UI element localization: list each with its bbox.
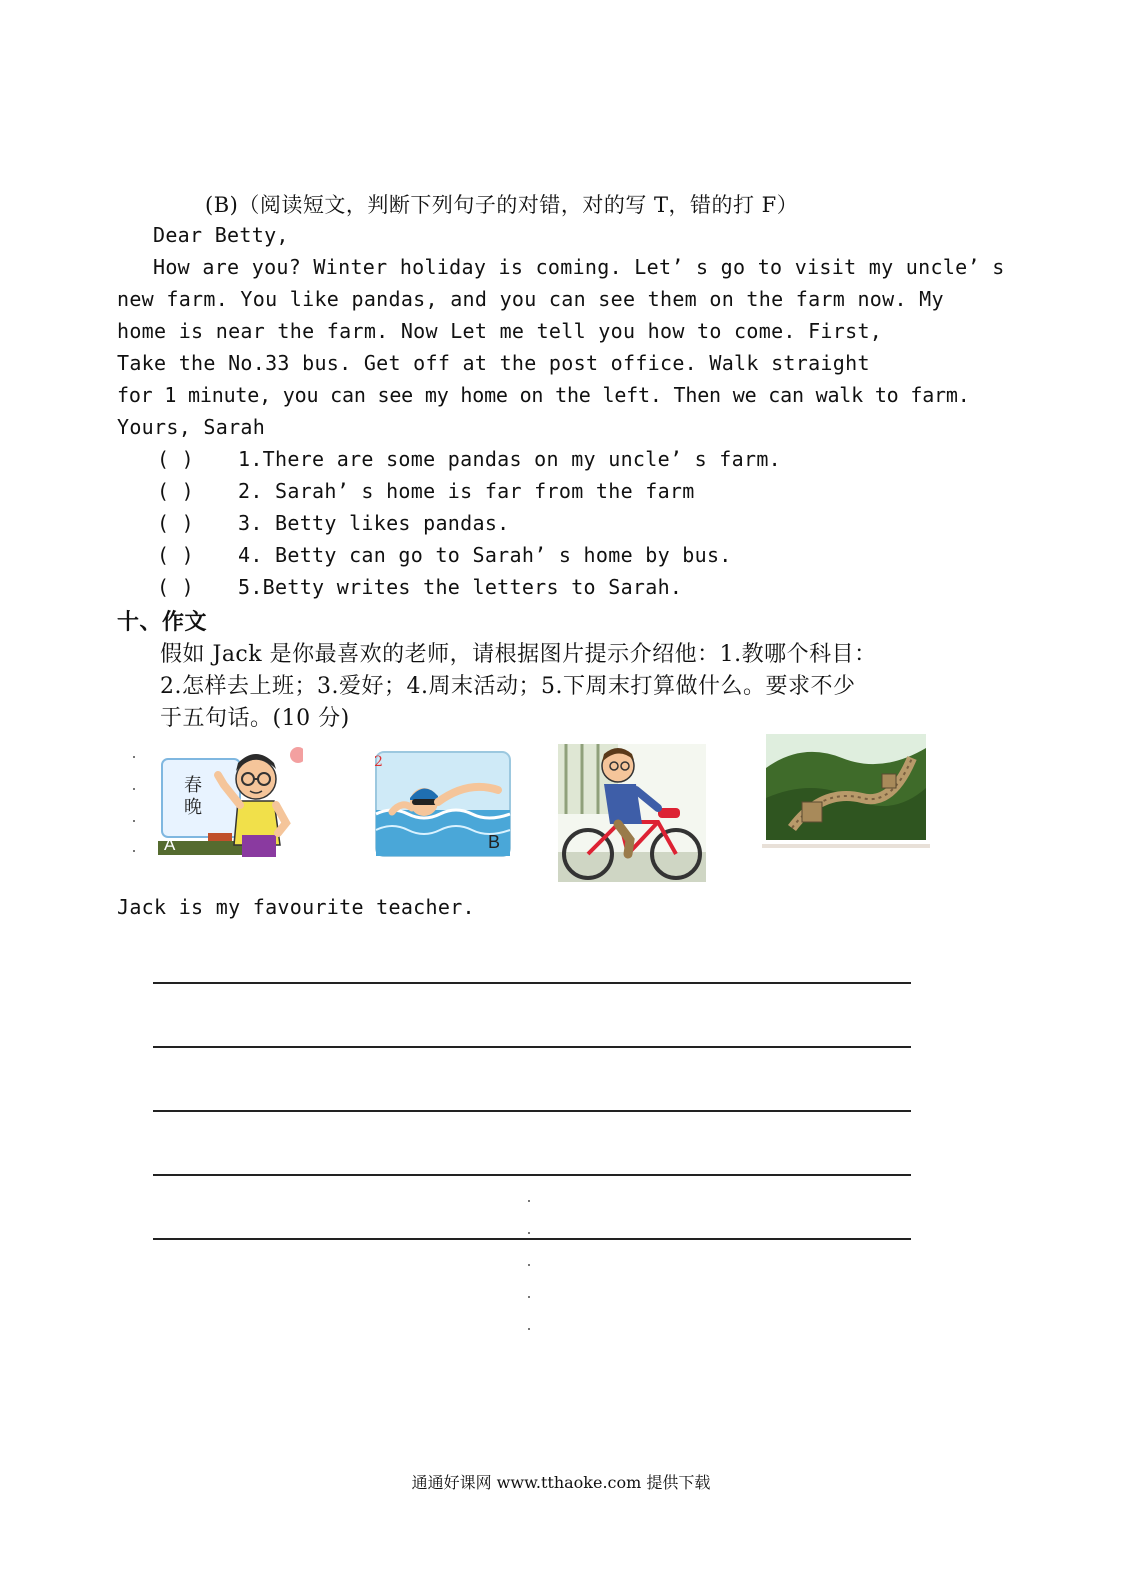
writing-line-4[interactable] — [153, 1174, 911, 1176]
answer-blank-3[interactable]: ( ) — [157, 511, 195, 535]
letter-line-4: Take the No.33 bus. Get off at the post office. Walk straight — [117, 351, 870, 375]
composition-prompt-2: 2.怎样去上班；3.爱好；4.周末活动；5.下周末打算做什么。要求不少 — [160, 674, 856, 699]
composition-heading: 十、作文 — [117, 610, 208, 635]
letter-line-5: for 1 minute, you can see my home on the left. Then we can walk to farm. — [117, 383, 970, 407]
picture-swimming-letter: B — [488, 832, 501, 852]
question-2: 2. Sarah’ s home is far from the farm — [238, 479, 695, 503]
question-1: 1.There are some pandas on my uncle’ s farm. — [238, 447, 782, 471]
answer-blank-4[interactable]: ( ) — [157, 543, 195, 567]
writing-line-1[interactable] — [153, 982, 911, 984]
letter-greeting: Dear Betty, — [153, 223, 289, 247]
page-footer: 通通好课网 www.tthaoke.com 提供下载 — [411, 1473, 711, 1492]
picture-great-wall — [762, 728, 930, 852]
letter-line-3: home is near the farm. Now Let me tell you how to come. First, — [117, 319, 883, 343]
question-4: 4. Betty can go to Sarah’ s home by bus. — [238, 543, 732, 567]
letter-line-1: How are you? Winter holiday is coming. Let’ s go to visit my uncle’ s — [153, 255, 1005, 279]
picture-teacher-tv — [158, 745, 303, 857]
answer-blank-2[interactable]: ( ) — [157, 479, 195, 503]
picture-cycling — [558, 744, 706, 882]
answer-blank-1[interactable]: ( ) — [157, 447, 195, 471]
question-5: 5.Betty writes the letters to Sarah. — [238, 575, 683, 599]
picture-teacher-tv-text: 春晚 — [184, 775, 202, 818]
composition-starter: Jack is my favourite teacher. — [117, 895, 475, 919]
picture-swimming — [372, 750, 514, 860]
picture-teacher-tv-letter: A — [164, 835, 176, 854]
writing-line-5[interactable] — [153, 1238, 911, 1240]
question-3: 3. Betty likes pandas. — [238, 511, 510, 535]
writing-line-3[interactable] — [153, 1110, 911, 1112]
composition-prompt-3: 于五句话。(10 分) — [160, 706, 350, 731]
answer-blank-5[interactable]: ( ) — [157, 575, 195, 599]
letter-closing: Yours, Sarah — [117, 415, 266, 439]
writing-line-2[interactable] — [153, 1046, 911, 1048]
svg-text:2: 2 — [374, 754, 383, 770]
section-b-title: (B)（阅读短文，判断下列句子的对错，对的写 T，错的打 F） — [205, 193, 799, 217]
letter-line-2: new farm. You like pandas, and you can see them on the farm now. My — [117, 287, 944, 311]
composition-prompt-1: 假如 Jack 是你最喜欢的老师，请根据图片提示介绍他：1.教哪个科目： — [160, 642, 877, 667]
